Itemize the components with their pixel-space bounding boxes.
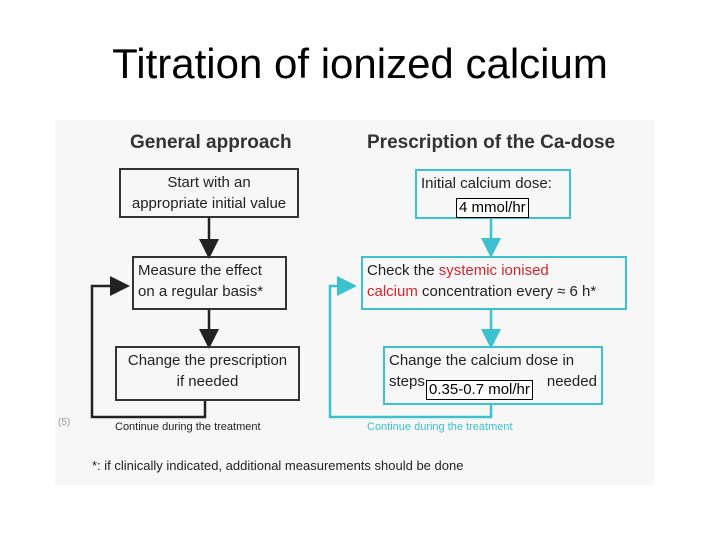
footnote: *: if clinically indicated, additional measurements should be done (92, 458, 464, 473)
general-approach-heading: General approach (130, 132, 292, 153)
box-check-ionised-calcium (361, 256, 627, 310)
box-initial-dose-line-1: Initial calcium dose: (421, 175, 552, 192)
box-change-dose-line-1: Change the calcium dose in (389, 352, 575, 369)
box-change-line-2: if needed (176, 373, 239, 390)
prescription-heading: Prescription of the Ca-dose (367, 132, 616, 153)
box-change-dose-steps: steps (389, 373, 425, 390)
left-footer-continue: Continue during the treatment (115, 421, 261, 433)
flowchart-figure (55, 120, 655, 485)
dose-step-value: 0.35-0.7 mol/hr (426, 380, 533, 400)
box-check-line-1 (367, 260, 621, 281)
box-measure-line-2: on a regular basis* (138, 283, 264, 300)
side-marker: (5) (58, 417, 71, 428)
box-check-line-2-plain: concentration every ≈ 6 h* (417, 283, 597, 300)
box-start-line-1: Start with an (167, 174, 251, 191)
box-measure-line-1: Measure the effect (138, 262, 262, 279)
initial-dose-value: 4 mmol/hr (456, 198, 529, 218)
box-change-dose-needed: needed (546, 373, 597, 390)
box-check-line-1-plain: Check the (367, 262, 439, 279)
box-change-line-1: Change the prescription (127, 352, 288, 369)
box-check-line-2-red: calcium (367, 283, 418, 300)
box-change-prescription (115, 346, 300, 401)
slide-title: Titration of ionized calcium (112, 40, 608, 87)
box-measure-effect (132, 256, 287, 310)
box-check-line-1-red: systemic ionised (438, 262, 549, 279)
box-check-line-2 (367, 281, 621, 302)
box-start-line-2: appropriate initial value (131, 195, 287, 212)
box-start-initial-value (119, 168, 299, 218)
right-footer-continue: Continue during the treatment (367, 421, 513, 433)
